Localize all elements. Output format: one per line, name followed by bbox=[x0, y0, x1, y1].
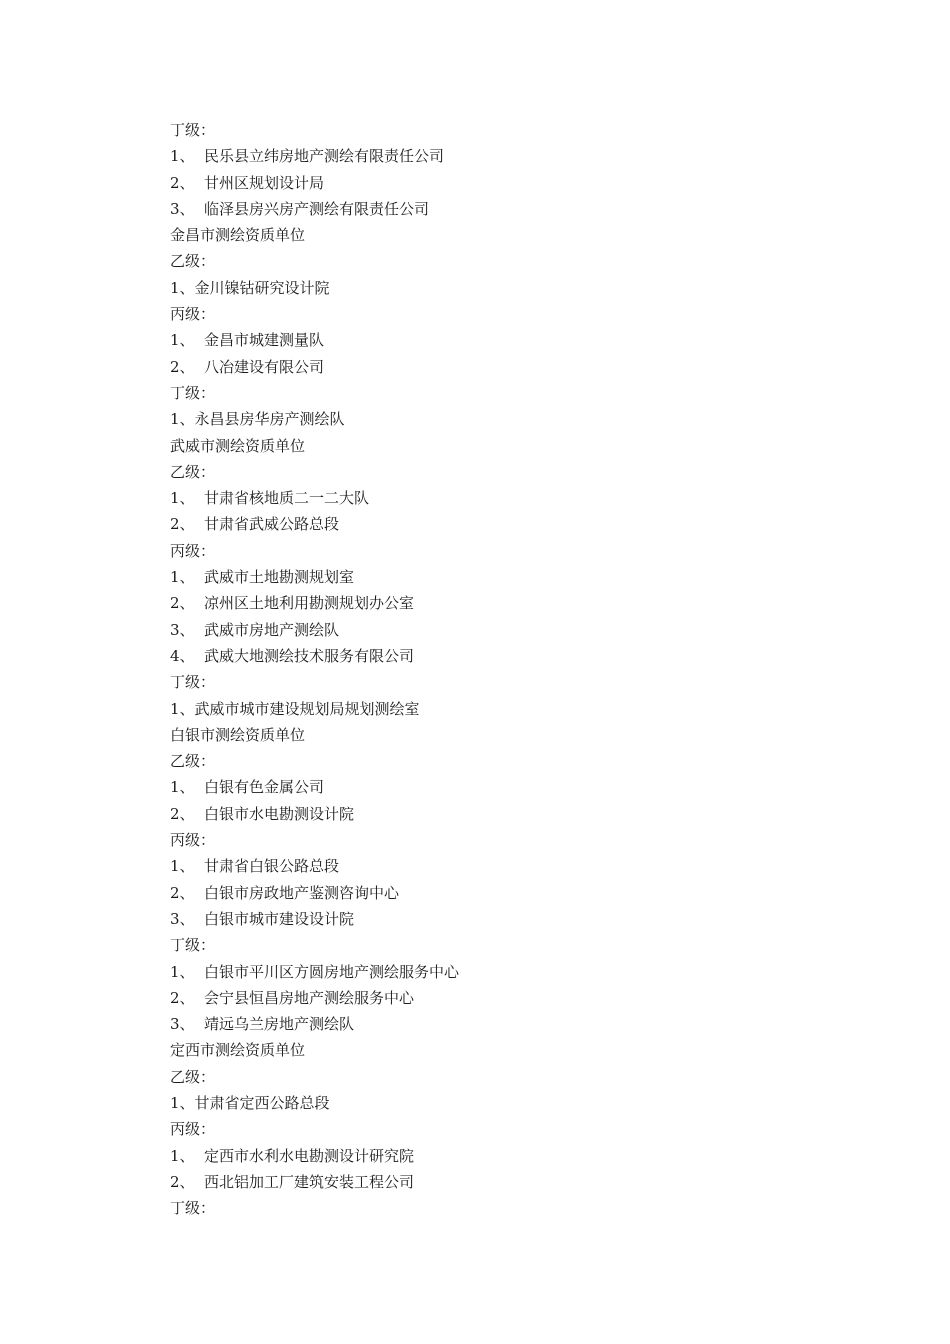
list-item-text: 甘肃省核地质二一二大队 bbox=[204, 489, 370, 508]
list-item-number: 3、 bbox=[170, 620, 195, 639]
grade-label bbox=[170, 459, 870, 485]
grade-label-text: 乙级： bbox=[170, 252, 216, 271]
list-item-text: 金川镍钴研究设计院 bbox=[194, 278, 330, 297]
list-item-text: 金昌市城建测量队 bbox=[204, 331, 325, 350]
grade-label-text: 丁级： bbox=[170, 673, 216, 692]
list-item-text: 武威市城市建设规划局规划测绘室 bbox=[194, 699, 420, 718]
list-item-number: 2、 bbox=[170, 804, 195, 823]
grade-label bbox=[170, 827, 870, 853]
list-item bbox=[170, 959, 870, 985]
list-item-text: 八冶建设有限公司 bbox=[204, 357, 325, 376]
section-heading-text: 武威市测绘资质单位 bbox=[170, 436, 306, 455]
grade-label bbox=[170, 1116, 870, 1142]
grade-label-text: 丁级： bbox=[170, 383, 216, 402]
list-item-number: 3、 bbox=[170, 1015, 195, 1034]
grade-label bbox=[170, 380, 870, 406]
list-item-text: 永昌县房华房产测绘队 bbox=[194, 410, 345, 429]
grade-label-text: 乙级： bbox=[170, 462, 216, 481]
list-item-number: 2、 bbox=[170, 988, 195, 1007]
section-heading-text: 定西市测绘资质单位 bbox=[170, 1041, 306, 1060]
list-item bbox=[170, 1090, 870, 1116]
list-item bbox=[170, 1169, 870, 1195]
grade-label bbox=[170, 248, 870, 274]
list-item-text: 甘肃省白银公路总段 bbox=[204, 857, 340, 876]
grade-label bbox=[170, 1195, 870, 1221]
list-item bbox=[170, 196, 870, 222]
list-item-text: 甘州区规划设计局 bbox=[204, 173, 325, 192]
list-item bbox=[170, 801, 870, 827]
list-item bbox=[170, 617, 870, 643]
grade-label bbox=[170, 1064, 870, 1090]
list-item bbox=[170, 880, 870, 906]
grade-label bbox=[170, 669, 870, 695]
list-item bbox=[170, 170, 870, 196]
list-item bbox=[170, 985, 870, 1011]
list-item-number: 1、 bbox=[170, 410, 195, 429]
grade-label bbox=[170, 538, 870, 564]
list-item bbox=[170, 564, 870, 590]
list-item-number: 2、 bbox=[170, 515, 195, 534]
list-item bbox=[170, 643, 870, 669]
list-item bbox=[170, 511, 870, 537]
list-item-number: 1、 bbox=[170, 1146, 195, 1165]
section-heading-text: 白银市测绘资质单位 bbox=[170, 725, 306, 744]
list-item-number: 2、 bbox=[170, 357, 195, 376]
list-item-text: 临泽县房兴房产测绘有限责任公司 bbox=[204, 199, 430, 218]
list-item-number: 1、 bbox=[170, 147, 195, 166]
list-item-number: 4、 bbox=[170, 646, 195, 665]
grade-label-text: 丁级： bbox=[170, 121, 216, 139]
list-item bbox=[170, 1011, 870, 1037]
section-heading bbox=[170, 722, 870, 748]
list-item bbox=[170, 853, 870, 879]
grade-label-text: 丙级： bbox=[170, 305, 216, 324]
list-item-text: 白银市房政地产鉴测咨询中心 bbox=[204, 883, 400, 902]
list-item-number: 2、 bbox=[170, 1172, 195, 1191]
list-item-number: 1、 bbox=[170, 1093, 195, 1112]
grade-label-text: 丙级： bbox=[170, 1120, 216, 1139]
list-item-text: 白银市水电勘测设计院 bbox=[204, 804, 355, 823]
grade-label-text: 丙级： bbox=[170, 831, 216, 850]
list-item-text: 甘肃省定西公路总段 bbox=[194, 1093, 330, 1112]
list-item bbox=[170, 696, 870, 722]
list-item-text: 武威大地测绘技术服务有限公司 bbox=[204, 646, 415, 665]
list-item-number: 2、 bbox=[170, 173, 195, 192]
list-item bbox=[170, 406, 870, 432]
list-item-text: 武威市土地勘测规划室 bbox=[204, 568, 355, 587]
list-item bbox=[170, 485, 870, 511]
list-item-number: 3、 bbox=[170, 909, 195, 928]
list-item-number: 1、 bbox=[170, 278, 195, 297]
list-item-number: 1、 bbox=[170, 568, 195, 587]
grade-label-text: 丙级： bbox=[170, 541, 216, 560]
list-item-number: 1、 bbox=[170, 962, 195, 981]
list-item-number: 1、 bbox=[170, 699, 195, 718]
list-item-number: 1、 bbox=[170, 331, 195, 350]
grade-label-text: 丁级： bbox=[170, 1199, 216, 1218]
list-item-text: 凉州区土地利用勘测规划办公室 bbox=[204, 594, 415, 613]
list-item-number: 2、 bbox=[170, 883, 195, 902]
list-item-number: 1、 bbox=[170, 857, 195, 876]
list-item-text: 白银市城市建设设计院 bbox=[204, 909, 355, 928]
list-item bbox=[170, 143, 870, 169]
grade-label bbox=[170, 301, 870, 327]
grade-label-text: 乙级： bbox=[170, 1067, 216, 1086]
list-item-text: 民乐县立纬房地产测绘有限责任公司 bbox=[204, 147, 445, 166]
list-item-text: 会宁县恒昌房地产测绘服务中心 bbox=[204, 988, 415, 1007]
list-item bbox=[170, 1143, 870, 1169]
section-heading bbox=[170, 222, 870, 248]
list-item bbox=[170, 275, 870, 301]
list-item-number: 3、 bbox=[170, 199, 195, 218]
list-item-text: 甘肃省武威公路总段 bbox=[204, 515, 340, 534]
grade-label-text: 丁级： bbox=[170, 936, 216, 955]
list-item bbox=[170, 906, 870, 932]
section-heading-text: 金昌市测绘资质单位 bbox=[170, 226, 306, 245]
grade-label bbox=[170, 748, 870, 774]
list-item-number: 1、 bbox=[170, 489, 195, 508]
grade-label-text: 乙级： bbox=[170, 752, 216, 771]
list-item-number: 2、 bbox=[170, 594, 195, 613]
grade-label bbox=[170, 932, 870, 958]
section-heading bbox=[170, 433, 870, 459]
list-item-text: 白银有色金属公司 bbox=[204, 778, 325, 797]
list-item-text: 靖远乌兰房地产测绘队 bbox=[204, 1015, 355, 1034]
section-heading bbox=[170, 1037, 870, 1063]
list-item bbox=[170, 354, 870, 380]
list-item bbox=[170, 774, 870, 800]
list-item-text: 西北铝加工厂建筑安装工程公司 bbox=[204, 1172, 415, 1191]
list-item-text: 定西市水利水电勘测设计研究院 bbox=[204, 1146, 415, 1165]
list-item bbox=[170, 327, 870, 353]
document-body bbox=[170, 117, 870, 1221]
list-item-text: 武威市房地产测绘队 bbox=[204, 620, 340, 639]
grade-label bbox=[170, 117, 870, 143]
list-item bbox=[170, 590, 870, 616]
list-item-number: 1、 bbox=[170, 778, 195, 797]
list-item-text: 白银市平川区方圆房地产测绘服务中心 bbox=[204, 962, 460, 981]
